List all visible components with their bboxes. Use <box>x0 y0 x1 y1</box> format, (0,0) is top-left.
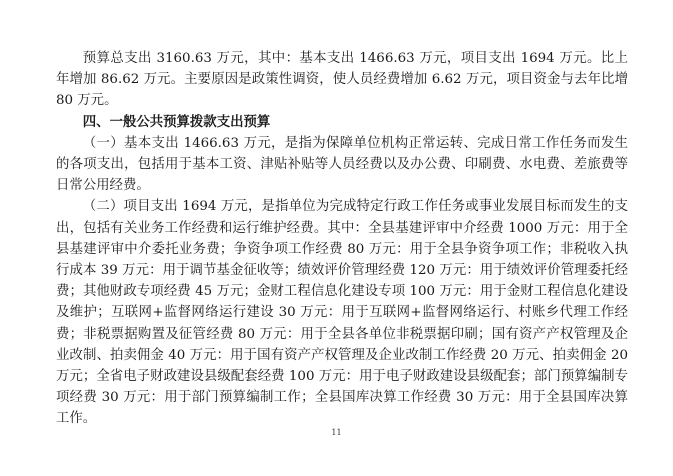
paragraph-budget-total: 预算总支出 3160.63 万元，其中：基本支出 1466.63 万元，项目支出 1694 万元。比上年增加 86.62 万元。主要原因是政策性调资，使人员经费增加 6.62 万元，项目资金与去年比增 80 万元。 <box>56 51 628 109</box>
page-number: 11 <box>331 428 342 437</box>
body-text <box>56 48 628 430</box>
paragraph-project-expenditure: （二）项目支出 1694 万元，是指单位为完成特定行政工作任务或事业发展目标而发生的支出，包括有关业务工作经费和运行维护经费。其中：全县基建评审中介经费 1000 万元：用于全县基建评审中介委托业务费；争资争项工作经费 80 万元：用于全县争资争项工作；非税收入执行成本 39 万元：用于调节基金征收等；绩效评价管理经费 120 万元：用于绩效评价管理委托经费；其他财政专项经费 45 万元；金财工程信息化建设专项 100 万元：用于金财工程信息化建设及维护；互联网+监督网络运行建设 30 万元：用于互联网+监督网络运行、村账乡代理工作经费；非税票据购置及征管经费 80 万元：用于全县各单位非税票据印刷；国有资产产权管理及企业改制、拍卖佣金 40 万元：用于国有资产产权管理及企业改制工作经费 20 万元、拍卖佣金 20 万元；全省电子财政建设县级配套经费 100 万元：用于电子财政建设县级配套；部门预算编制专项经费 30 万元：用于部门预算编制工作；全县国库决算工作经费 30 万元：用于全县国库决算工作。 <box>56 199 628 427</box>
section-heading: 四、一般公共预算拨款支出预算 <box>82 113 271 130</box>
paragraph-basic-expenditure: （一）基本支出 1466.63 万元，是指为保障单位机构正常运转、完成日常工作任务而发生的各项支出，包括用于基本工资、津贴补贴等人员经费以及办公费、印刷费、水电费、差旅费等日常公用经费。 <box>56 135 628 194</box>
